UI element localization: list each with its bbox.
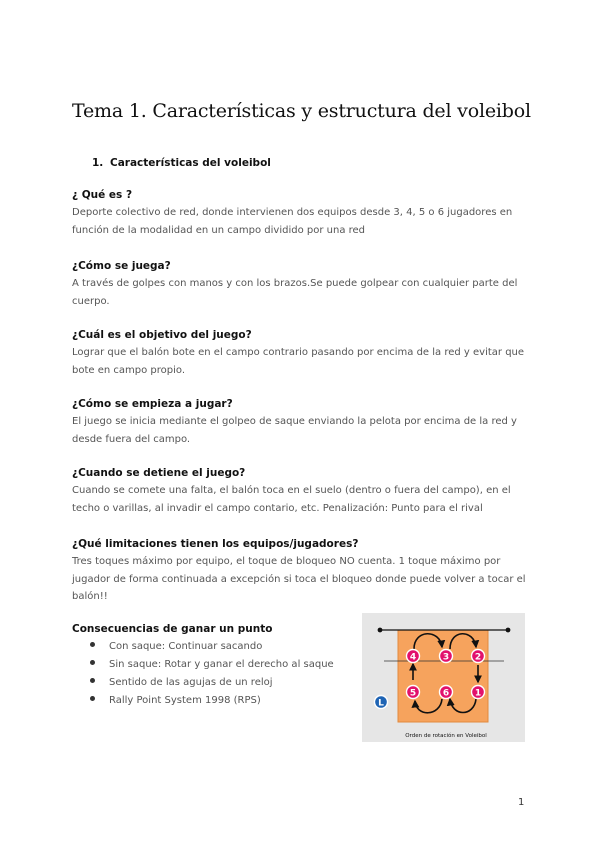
qa-block-limitaciones	[72, 536, 532, 606]
page-number: 1	[518, 797, 525, 808]
qa-block-que-es	[72, 187, 532, 239]
qa-block-cuando-se-detiene	[72, 465, 532, 517]
question: ¿Qué limitaciones tienen los equipos/jugadores?	[72, 538, 359, 550]
consequences-heading: Consecuencias de ganar un punto	[72, 623, 273, 635]
libero-label: L	[378, 698, 384, 709]
question: ¿Cómo se juega?	[72, 260, 171, 272]
list-item	[90, 692, 334, 710]
question: ¿Cómo se empieza a jugar?	[72, 398, 233, 410]
player-marker	[407, 650, 420, 663]
section-number: 1.	[92, 157, 104, 169]
bullet-icon	[90, 678, 95, 683]
rotation-diagram	[362, 613, 525, 742]
question: ¿ Qué es ?	[72, 189, 133, 201]
page-title: Tema 1. Características y estructura del voleibol	[72, 100, 531, 122]
net-post-right	[506, 628, 511, 633]
libero-marker	[375, 696, 388, 709]
player-number: 2	[474, 652, 482, 663]
bullet-icon	[90, 642, 95, 647]
list-item	[90, 638, 334, 656]
list-item-text: Sentido de las agujas de un reloj	[109, 677, 273, 688]
list-item-text: Con saque: Continuar sacando	[109, 641, 263, 652]
answer: Tres toques máximo por equipo, el toque de bloqueo NO cuenta. 1 toque máximo por jugador de forma continuada a excepción si toca el bloqueo donde puede volver a tocar el balón!!	[72, 556, 526, 602]
player-marker	[407, 686, 420, 699]
answer: Lograr que el balón bote en el campo contrario pasando por encima de la red y evitar que bote en campo propio.	[72, 347, 525, 376]
list-item	[90, 656, 334, 674]
question: ¿Cuál es el objetivo del juego?	[72, 329, 252, 341]
player-number: 4	[409, 652, 417, 663]
answer: Deporte colectivo de red, donde intervienen dos equipos desde 3, 4, 5 o 6 jugadores en función de la modalidad en un campo dividido por una red	[72, 207, 513, 236]
list-item	[90, 674, 334, 692]
player-number: 6	[442, 688, 450, 699]
section-title: Características del voleibol	[110, 157, 271, 169]
diagram-caption: Orden de rotación en Voleibol	[405, 733, 487, 739]
section-heading	[92, 157, 271, 169]
consequences-list	[90, 638, 334, 710]
player-marker	[440, 650, 453, 663]
player-marker	[472, 650, 485, 663]
answer: El juego se inicia mediante el golpeo de saque enviando la pelota por encima de la red y desde fuera del campo.	[72, 416, 517, 445]
list-item-text: Rally Point System 1998 (RPS)	[109, 695, 261, 706]
list-item-text: Sin saque: Rotar y ganar el derecho al saque	[109, 659, 334, 670]
qa-block-como-se-juega	[72, 258, 532, 310]
qa-block-objetivo	[72, 327, 532, 379]
question: ¿Cuando se detiene el juego?	[72, 467, 246, 479]
player-number: 3	[442, 652, 450, 663]
volleyball-court	[398, 630, 488, 722]
answer: A través de golpes con manos y con los brazos.Se puede golpear con cualquier parte del cuerpo.	[72, 278, 518, 307]
player-marker	[472, 686, 485, 699]
player-marker	[440, 686, 453, 699]
bullet-icon	[90, 660, 95, 665]
answer: Cuando se comete una falta, el balón toca en el suelo (dentro o fuera del campo), en el techo o varillas, al invadir el campo contario, etc. Penalización: Punto para el rival	[72, 485, 511, 514]
qa-block-como-se-empieza	[72, 396, 532, 448]
net-post-left	[378, 628, 383, 633]
player-number: 1	[474, 688, 482, 699]
bullet-icon	[90, 696, 95, 701]
player-number: 5	[409, 688, 417, 699]
